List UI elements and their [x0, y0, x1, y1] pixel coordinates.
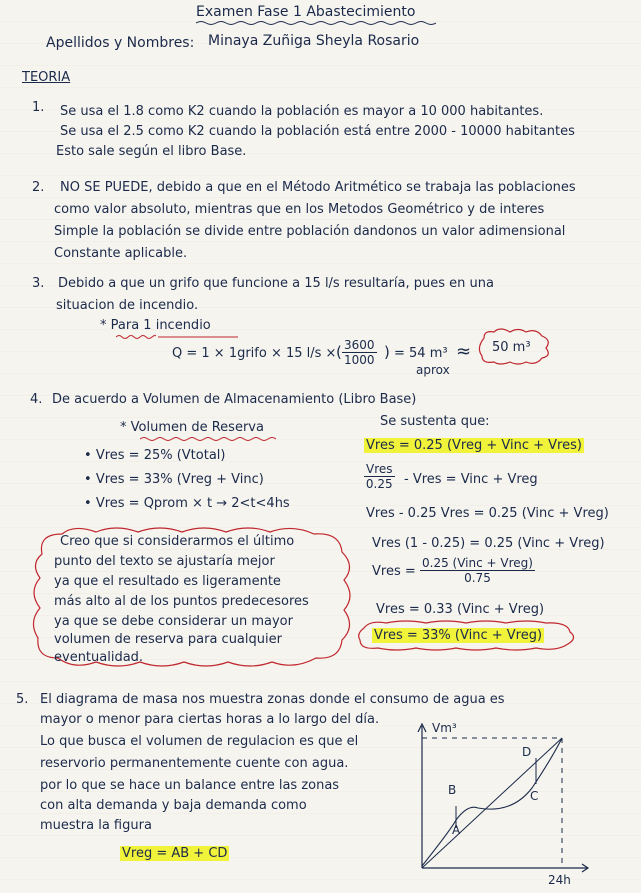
q2-number: 2.: [32, 180, 45, 195]
q1-line: Se usa el 1.8 como K2 cuando la población es mayor a 10 000 habitantes.: [60, 104, 544, 119]
q4-reserve-title: * Volumen de Reserva: [120, 420, 264, 435]
q4-step1-num: Vres: [366, 462, 393, 476]
q5-line: muestra la figura: [40, 818, 152, 833]
q1-number: 1.: [32, 100, 45, 115]
q3-line: situacion de incendio.: [56, 298, 199, 313]
graph-x-label: 24h: [548, 873, 571, 887]
q3-boxed-result: 50 m³: [492, 340, 531, 355]
q4-comment-line: ya que se debe considerar un mayor: [54, 614, 293, 629]
q4-step4-fraction: [420, 556, 535, 585]
q5-number: 5.: [16, 692, 29, 707]
q5-formula: [120, 846, 229, 862]
q4-bullet-text: Vres = Qprom × t → 2<t<4hs: [95, 496, 290, 511]
q3-line: Debido a que un grifo que funcione a 15 l/s resultaría, pues en una: [58, 276, 494, 291]
q4-step4-lhs: Vres =: [372, 564, 416, 579]
q3-paren-close: ): [384, 343, 390, 361]
q4-comment-line: eventualidad.: [54, 650, 144, 665]
q4-comment-line: punto del texto se ajustaría mejor: [54, 554, 275, 569]
q5-line: mayor o menor para ciertas horas a lo largo del día.: [40, 712, 380, 727]
q4-bullet-text: Vres = 33% (Vreg + Vinc): [95, 472, 264, 487]
section-title: TEORIA: [22, 70, 71, 85]
q2-line: como valor absoluto, mientras que en los Metodos Geométrico y de interes: [54, 202, 545, 217]
q5-formula-text: Vreg = AB + CD: [122, 846, 228, 861]
q4-right-highlight: [364, 438, 584, 454]
q3-frac-den: 1000: [344, 353, 375, 367]
q3-approx-sign: ≈: [456, 341, 472, 362]
q3-sub-underline-2: [158, 334, 238, 340]
graph-point-a: A: [452, 823, 461, 837]
q4-comment-line: más alto al de los puntos predecesores: [54, 594, 309, 609]
q4-step1-rest: - Vres = Vinc + Vreg: [404, 472, 538, 487]
q4-comment-line: volumen de reserva para cualquier: [54, 632, 282, 647]
title-underline: [196, 20, 436, 26]
q5-line: Lo que busca el volumen de regulacion es que el: [40, 734, 359, 749]
name-label: Apellidos y Nombres:: [46, 35, 195, 51]
q4-reserve-underline: [140, 436, 280, 442]
q3-fraction: [342, 338, 377, 367]
q3-frac-num: 3600: [344, 338, 375, 352]
q4-bullet: • Vres = 25% (Vtotal): [84, 448, 226, 463]
mass-diagram-line: [422, 738, 562, 868]
q4-step4-num: 0.25 (Vinc + Vreg): [422, 556, 533, 570]
q4-step5: Vres = 0.33 (Vinc + Vreg): [376, 602, 545, 617]
q4-step2: Vres - 0.25 Vres = 0.25 (Vinc + Vreg): [366, 506, 609, 521]
q4-bullet: • Vres = 33% (Vreg + Vinc): [84, 472, 264, 487]
q3-sub-heading: * Para 1 incendio: [100, 318, 211, 333]
exam-title: Examen Fase 1 Abastecimiento: [196, 4, 416, 20]
q2-line: NO SE PUEDE, debido a que en el Método Aritmético se trabaja las poblaciones: [60, 180, 576, 195]
q1-line: Esto sale según el libro Base.: [56, 144, 247, 159]
q4-comment-line: Creo que si considerarmos el último: [60, 534, 295, 549]
q4-bullet: • Vres = Qprom × t → 2<t<4hs: [84, 496, 290, 511]
mass-diagram: [412, 718, 592, 888]
q4-comment-line: ya que el resultado es ligeramente: [54, 574, 281, 589]
q2-line: Simple la población se divide entre población dandonos un valor adimensional: [54, 224, 566, 239]
q1-line: Se usa el 2.5 como K2 cuando la población está entre 2000 - 10000 habitantes: [60, 124, 575, 139]
name-value: Minaya Zuñiga Sheyla Rosario: [208, 33, 420, 49]
q4-heading: De acuerdo a Volumen de Almacenamiento (Libro Base): [52, 392, 417, 407]
q5-line: reservorio permanentemente cuente con agua.: [40, 756, 349, 771]
q4-bullet-text: Vres = 25% (Vtotal): [95, 448, 226, 463]
q4-step1-fraction: [364, 462, 395, 491]
graph-y-label: Vm³: [432, 721, 457, 735]
q4-right-final: [372, 628, 544, 644]
q4-right-highlight-text: Vres = 0.25 (Vreg + Vinc + Vres): [366, 438, 582, 453]
q4-right-final-text: Vres = 33% (Vinc + Vreg): [374, 628, 543, 643]
q4-step4-den: 0.75: [464, 571, 491, 585]
q3-aprox-label: aprox: [416, 363, 450, 377]
q5-line: con alta demanda y baja demanda como: [40, 798, 307, 813]
q3-paren-open: (: [336, 343, 342, 361]
q2-line: Constante aplicable.: [54, 246, 188, 261]
q3-formula: Q = 1 × 1grifo × 15 l/s ×: [172, 346, 337, 361]
q5-line: por lo que se hace un balance entre las zonas: [40, 778, 340, 793]
graph-point-c: C: [530, 789, 539, 803]
graph-point-b: B: [448, 783, 457, 797]
q3-result: = 54 m³: [394, 346, 448, 361]
graph-point-d: D: [522, 745, 532, 759]
q3-sub-underline: [116, 334, 156, 340]
q4-step3: Vres (1 - 0.25) = 0.25 (Vinc + Vreg): [372, 536, 605, 551]
q3-number: 3.: [32, 276, 45, 291]
q4-right-intro: Se sustenta que:: [380, 414, 490, 429]
q4-number: 4.: [30, 392, 43, 407]
q4-step1-den: 0.25: [365, 477, 393, 491]
q5-line: El diagrama de masa nos muestra zonas donde el consumo de agua es: [40, 692, 505, 707]
